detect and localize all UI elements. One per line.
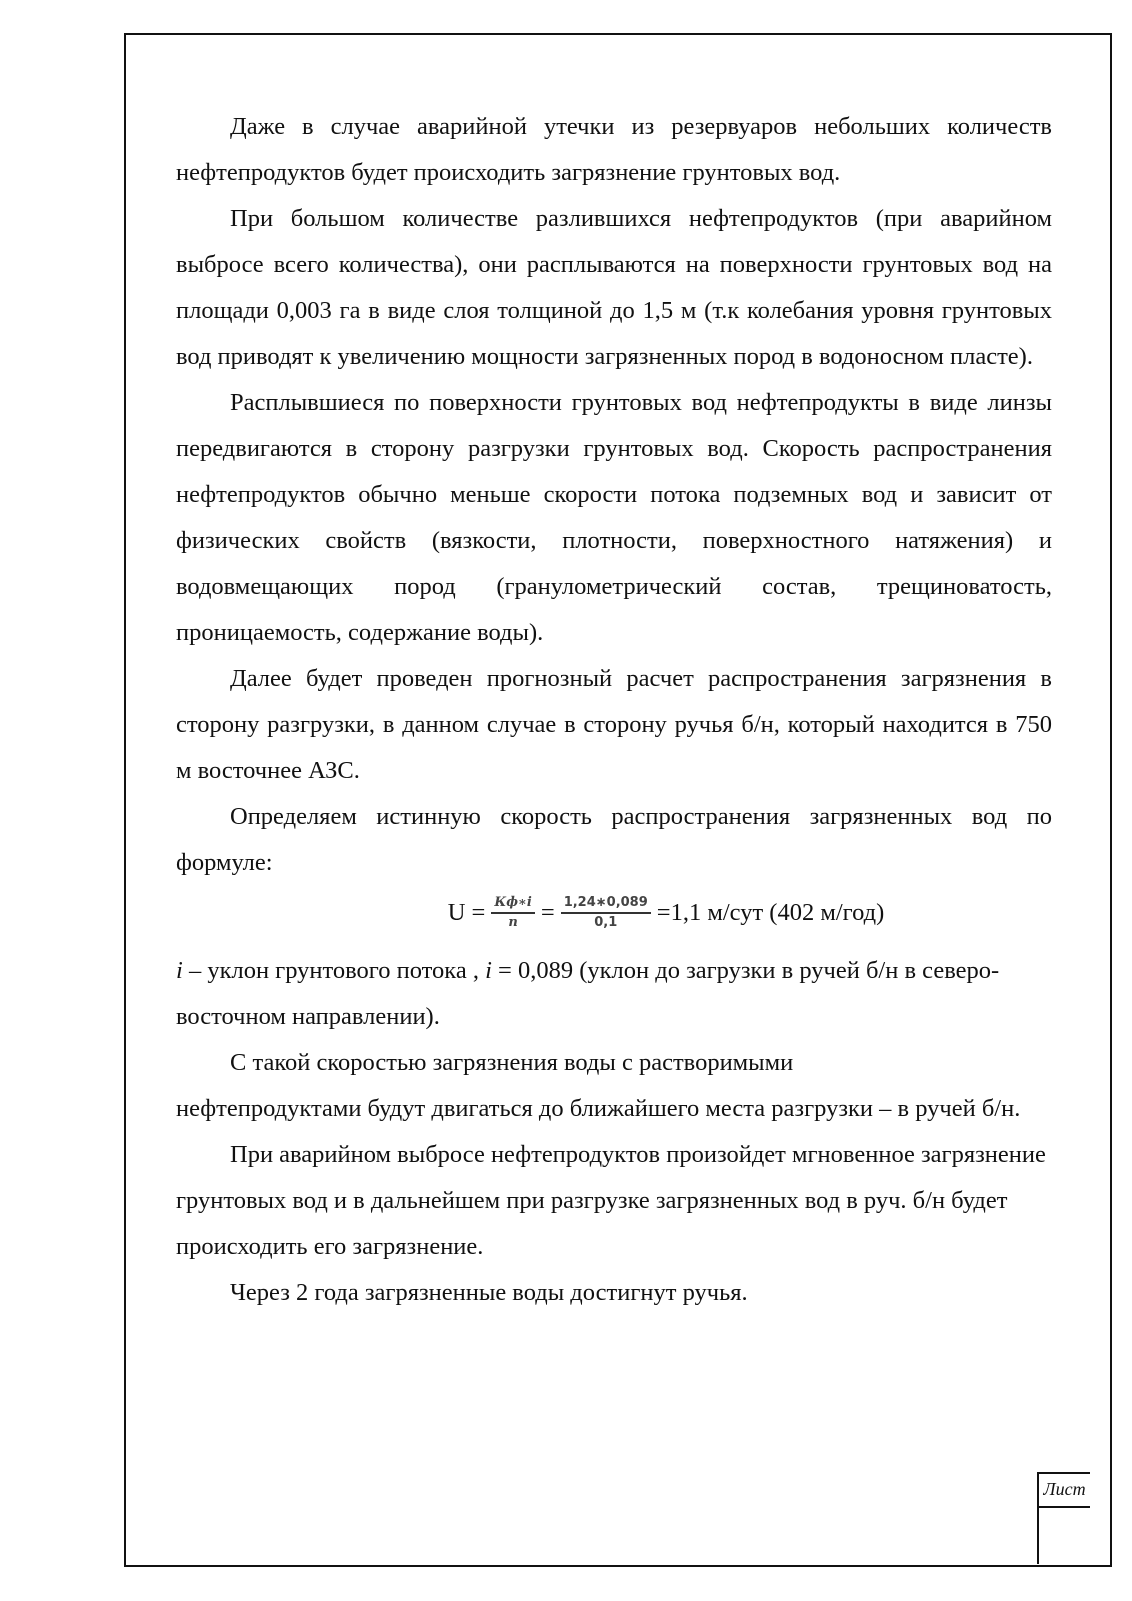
slope-text-2: = 0,089 (уклон до загрузки в ручей б/н в северо-восточном направлении). (176, 957, 1000, 1030)
paragraph-velocity: Определяем истинную скорость распространения загрязненных вод по формуле: (176, 803, 1052, 876)
formula-fraction-symbolic (491, 894, 534, 932)
paragraph-emergency: При аварийном выбросе нефтепродуктов произойдет мгновенное загрязнение грунтовых вод и в дальнейшем при разгрузке загрязненных вод в руч. б/н будет происходить его загрязнение. (176, 1141, 1046, 1260)
formula-numerator-symbolic: Кф∗i (494, 895, 532, 911)
formula-fraction-numeric (561, 894, 651, 932)
slope-var-2: i (485, 957, 492, 984)
paragraph-forecast: Далее будет проведен прогнозный расчет распространения загрязнения в сторону разгрузки, в данном случае в сторону ручья б/н, который находится в 750 м восточнее АЗС. (176, 665, 1052, 784)
document-body (176, 104, 1052, 1316)
formula-denominator-numeric: 0,1 (594, 914, 618, 930)
slope-text-1: – уклон грунтового потока , (182, 957, 486, 984)
paragraph-lens: Расплывшиеся по поверхности грунтовых вод нефтепродукты в виде линзы передвигаются в сторону разгрузки грунтовых вод. Скорость распространения нефтепродуктов обычно меньше скорости потока подземных вод и зависит от физических свойств (вязкости, плотности, поверхностного натяжения) и водовмещающих пород (гранулометрический состав, трещиноватость, проницаемость, содержание воды). (176, 389, 1052, 646)
paragraph-slope (176, 948, 1052, 1040)
formula-result: =1,1 м/сут (402 м/год) (656, 899, 885, 926)
formula-equals: = (540, 899, 555, 926)
sheet-stamp (1037, 1472, 1090, 1564)
sheet-label: Лист (1039, 1474, 1090, 1508)
formula-lhs: U = (447, 899, 486, 926)
paragraph-movement-line1: С такой скоростью загрязнения воды с растворимыми (230, 1049, 794, 1076)
paragraph-conclusion: Через 2 года загрязненные воды достигнут ручья. (230, 1279, 748, 1306)
formula-numerator-numeric: 1,24∗0,089 (563, 895, 648, 911)
paragraph-movement-rest: нефтепродуктами будут двигаться до ближайшего места разгрузки – в ручей б/н. (176, 1095, 1021, 1122)
formula-denominator-symbolic: n (508, 914, 518, 930)
slope-var-1: i (176, 957, 183, 984)
paragraph-leak: Даже в случае аварийной утечки из резервуаров небольших количеств нефтепродуктов будет происходить загрязнение грунтовых вод. (176, 113, 1052, 186)
velocity-formula (176, 890, 1052, 944)
paragraph-spill: При большом количестве разлившихся нефтепродуктов (при аварийном выбросе всего количества), они расплываются на поверхности грунтовых вод на площади 0,003 га в виде слоя толщиной до 1,5 м (т.к колебания уровня грунтовых вод приводят к увеличению мощности загрязненных пород в водоносном пласте). (176, 205, 1052, 370)
